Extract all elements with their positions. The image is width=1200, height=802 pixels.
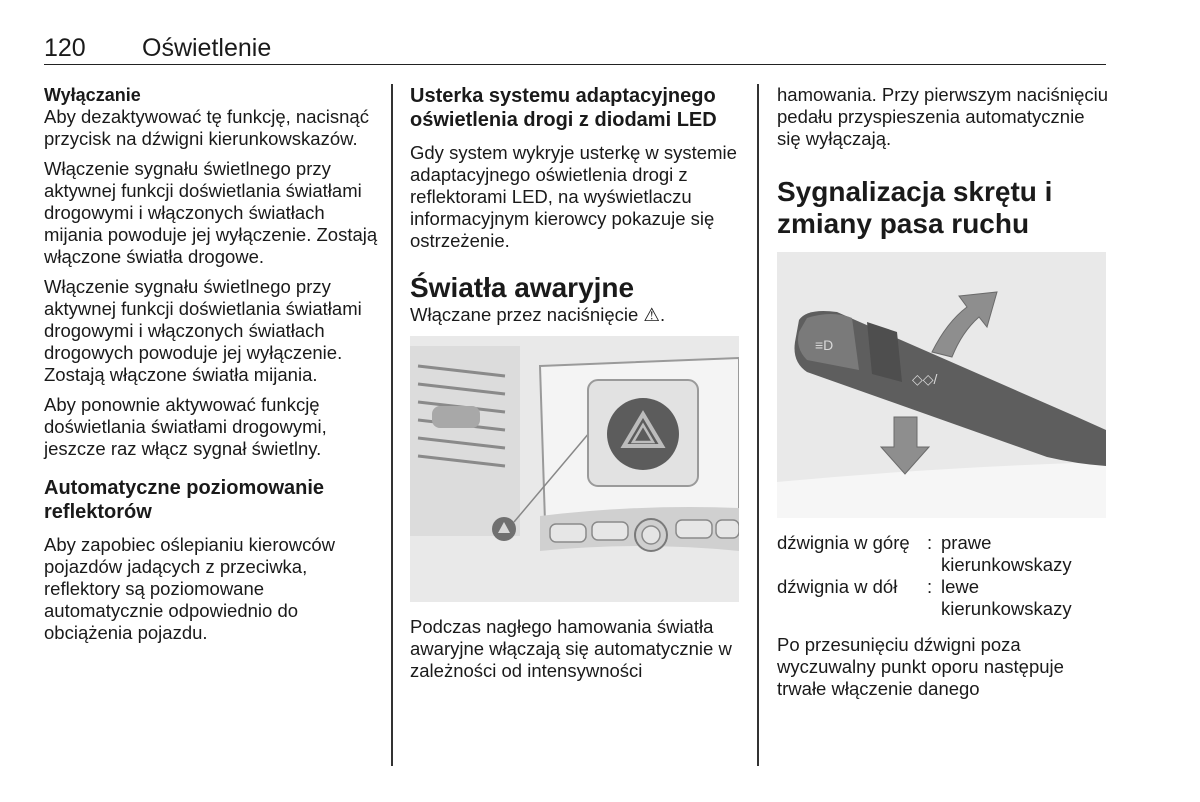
column-divider-1: [391, 84, 393, 766]
turn-signal-lever-figure: [777, 252, 1106, 518]
page-number: 120: [44, 34, 86, 62]
paragraph: Aby dezaktywować tę funkcję, nacisnąć przycisk na dźwigni kierunkowskazów.: [44, 106, 369, 149]
turn-arrows-symbol: ◇◇/: [912, 371, 938, 387]
hazard-warning-icon: ⚠: [643, 304, 661, 325]
hazard-button-figure: [410, 336, 739, 602]
legend-term-up: dźwignia w górę: [777, 532, 910, 553]
paragraph: Aby ponownie aktywować funkcję doświetlania światłami drogowymi, jeszcze raz włącz sygnał świetlny.: [44, 394, 327, 459]
legend-separator: :: [927, 532, 933, 553]
column-3: [777, 84, 1112, 708]
legend-term-down: dźwignia w dół: [777, 576, 898, 597]
page-title: Oświetlenie: [142, 34, 272, 62]
legend-desc-up: prawe kierunkowskazy: [941, 532, 1072, 575]
lever-legend: [777, 532, 1112, 620]
paragraph: hamowania. Przy pierwszym naciśnięciu pedału przyspieszenia automatycznie się wyłączają.: [777, 84, 1109, 149]
paragraph: Gdy system wykryje usterkę w systemie adaptacyjnego oświetlenia drogi z reflektorami LED, na wyświetlaczu informacyjnym kierowcy pokazuje się ostrzeżenie.: [410, 142, 737, 251]
paragraph: [410, 304, 745, 326]
column-1: [44, 84, 379, 652]
hazard-intro-text: Włączane przez naciśnięcie: [410, 304, 639, 325]
headlight-symbol: ≡D: [815, 337, 834, 353]
legend-desc-down: lewe kierunkowskazy: [941, 576, 1072, 619]
heading-turn-signals: Sygnalizacja skrętu i zmiany pasa ruchu: [777, 176, 1053, 239]
column-2: [410, 84, 745, 690]
lever-illustration: [777, 252, 1106, 518]
column-divider-2: [757, 84, 759, 766]
paragraph: Włączenie sygnału świetlnego przy aktywnej funkcji doświetlania światłami drogowymi i włączonych światłach drogowych powoduje jej wyłączenie. Zostają włączone światła mijania.: [44, 276, 362, 385]
paragraph: Włączenie sygnału świetlnego przy aktywnej funkcji doświetlania światłami drogowymi i włączonych światłach mijania powoduje jej wyłączenie. Zostają włączone światła drogowe.: [44, 158, 378, 267]
page-header: [44, 34, 1106, 65]
heading-hazard-lights: Światła awaryjne: [410, 272, 635, 303]
dashboard-illustration: [410, 336, 739, 602]
paragraph: Po przesunięciu dźwigni poza wyczuwalny punkt oporu następuje trwałe włączenie danego: [777, 634, 1064, 699]
period: .: [660, 304, 666, 325]
heading-auto-leveling: Automatyczne poziomowanie reflektorów: [44, 477, 325, 523]
paragraph: Podczas nagłego hamowania światła awaryjne włączają się automatycznie w zależności od intensywności: [410, 616, 732, 681]
heading-disable: Wyłączanie: [44, 85, 141, 105]
paragraph: Aby zapobiec oślepianiu kierowców pojazdów jadących z przeciwka, reflektory są poziomowane automatycznie odpowiednio do obciążenia pojazdu.: [44, 534, 336, 643]
heading-led-fault: Usterka systemu adaptacyjnego oświetlenia drogi z diodami LED: [410, 85, 717, 131]
legend-separator: :: [927, 576, 933, 597]
